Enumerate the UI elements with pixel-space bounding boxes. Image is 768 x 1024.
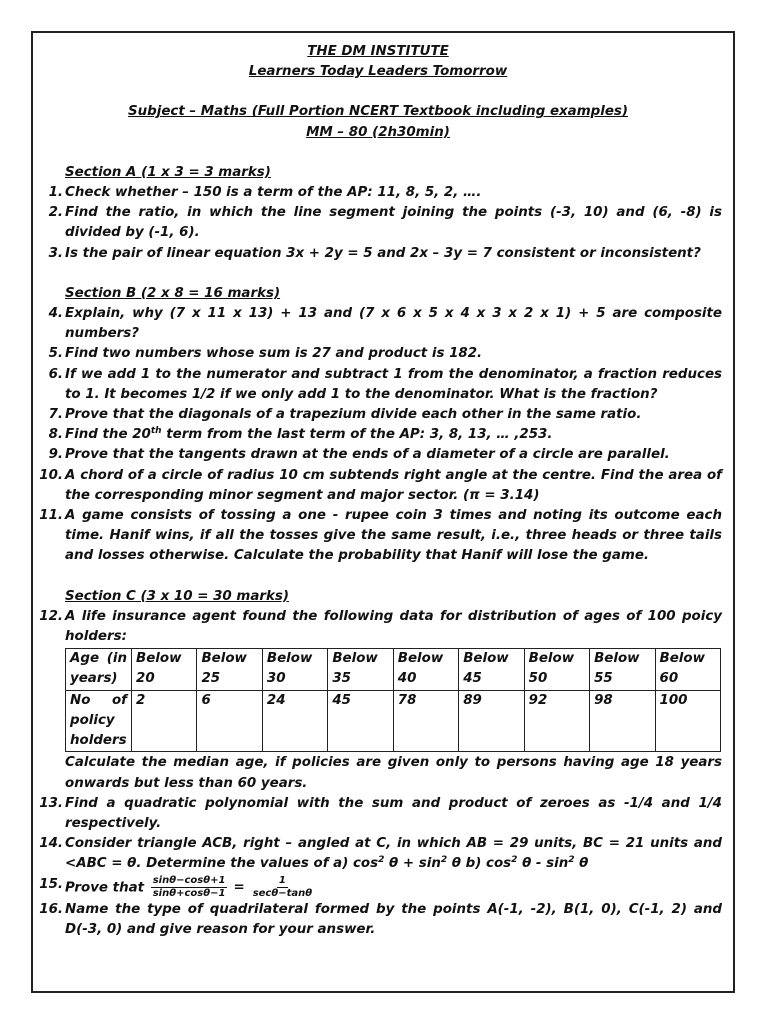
question-number: 8.	[48, 427, 63, 443]
rhs-fraction	[251, 875, 314, 900]
section-c-title: Section C (3 x 10 = 30 marks)	[65, 588, 289, 604]
question-text: A life insurance agent found the following data for distribution of ages of 100 poicy holders:	[65, 608, 722, 645]
question-continuation	[34, 753, 722, 793]
question-number: 4.	[48, 306, 63, 322]
question	[34, 425, 722, 445]
subject-line: Subject – Maths (Full Portion NCERT Textbook including examples)	[127, 104, 629, 120]
question-text: Find two numbers whose sum is 27 and product is 182.	[65, 346, 483, 362]
question-text: A chord of a circle of radius 10 cm subtends right angle at the centre. Find the area of the corresponding minor segment and major sector. (π = 3.14)	[65, 467, 722, 503]
question	[34, 304, 722, 344]
table-cell: Below 30	[262, 649, 327, 690]
question	[34, 203, 722, 243]
q14-text-c: θ b) cos	[447, 856, 512, 872]
exam-paper	[34, 42, 722, 940]
table-cell: 89	[459, 690, 524, 752]
question-number: 1.	[48, 185, 63, 201]
rhs-denominator: secθ−tanθ	[252, 887, 313, 899]
question-number: 10.	[39, 467, 63, 483]
question-number: 3.	[48, 245, 63, 261]
question-number: 7.	[48, 407, 63, 423]
question	[34, 506, 722, 567]
table-cell: Below 55	[590, 649, 655, 690]
section-a-title: Section A (1 x 3 = 3 marks)	[65, 164, 271, 180]
equals-sign: =	[233, 880, 245, 896]
question	[34, 365, 722, 405]
section-c-questions	[34, 607, 722, 940]
question-number: 9.	[48, 447, 63, 463]
question-text: Calculate the median age, if policies are given only to persons having age 18 years onwards but less than 60 years.	[65, 755, 722, 791]
question-number: 11.	[39, 508, 63, 524]
question-number: 13.	[39, 795, 63, 811]
question-number: 5.	[48, 346, 63, 362]
question-text	[65, 834, 722, 874]
question	[34, 834, 722, 874]
table-cell: 100	[655, 690, 721, 752]
max-marks: MM – 80 (2h30min)	[306, 124, 450, 140]
question	[34, 344, 722, 364]
institute-tagline: Learners Today Leaders Tomorrow	[248, 64, 508, 80]
lhs-fraction	[151, 875, 228, 900]
age-distribution-table	[65, 648, 721, 752]
q14-text-b: θ + sin	[384, 856, 441, 872]
table-cell: Below 50	[524, 649, 589, 690]
question	[34, 607, 722, 647]
section-a-questions	[34, 183, 722, 264]
question-text: A game consists of tossing a one - rupee coin 3 times and noting its outcome each time. Hanif wins, if all the tosses give the same result, i.e., three heads or three tails and losses otherwise. Calculate the probability that Hanif will lose the game.	[65, 508, 722, 564]
table-cell: 24	[262, 690, 327, 752]
q15-text: Prove that	[65, 880, 145, 896]
question	[34, 900, 722, 940]
institute-name: THE DM INSTITUTE	[307, 44, 449, 59]
question-text: Find a quadratic polynomial with the sum and product of zeroes as -1/4 and 1/4 respectively.	[65, 795, 722, 831]
q14-superscript: 2	[378, 855, 385, 866]
question-text	[65, 875, 722, 900]
table-row	[66, 649, 721, 690]
table-cell: 6	[197, 690, 262, 752]
q14-text-a: Consider triangle ACB, right – angled at C, in which AB = 29 units, BC = 21 units and <ABC = θ. Determine the values of a) cos	[65, 836, 722, 872]
table-cell: 2	[132, 690, 197, 752]
question	[34, 466, 722, 506]
question-number: 12.	[39, 608, 63, 624]
q8-text-pre: Find the 20	[65, 427, 151, 443]
table-cell: Below 35	[328, 649, 393, 690]
question-number: 16.	[39, 901, 63, 917]
table-cell: Below 25	[197, 649, 262, 690]
q14-superscript: 2	[511, 855, 518, 866]
table-header-cell: Age (in years)	[66, 649, 132, 690]
q14-superscript: 2	[568, 855, 575, 866]
question-text: Prove that the tangents drawn at the ends of a diameter of a circle are parallel.	[65, 447, 670, 463]
rhs-numerator: 1	[278, 874, 286, 886]
question-number: 15.	[39, 876, 63, 892]
question	[34, 794, 722, 834]
question	[34, 405, 722, 425]
question-number: 14.	[39, 836, 63, 852]
table-cell: Below 20	[132, 649, 197, 690]
question-text: Find the ratio, in which the line segment joining the points (-3, 10) and (6, -8) is divided by (-1, 6).	[65, 205, 722, 241]
table-row	[66, 690, 721, 752]
question	[34, 183, 722, 203]
table-cell: Below 60	[655, 649, 721, 690]
table-cell: 78	[393, 690, 458, 752]
section-b-questions	[34, 304, 722, 567]
question-text: Is the pair of linear equation 3x + 2y = 5 and 2x – 3y = 7 consistent or inconsistent?	[65, 245, 701, 261]
question	[34, 445, 722, 465]
table-cell: 92	[524, 690, 589, 752]
question-text: If we add 1 to the numerator and subtract 1 from the denominator, a fraction reduces to 1. It becomes 1/2 if we only add 1 to the denominator. What is the fraction?	[65, 366, 722, 402]
section-b-title: Section B (2 x 8 = 16 marks)	[65, 285, 281, 301]
table-cell: Below 40	[393, 649, 458, 690]
q8-text-post: term from the last term of the AP: 3, 8, 13, … ,253.	[161, 427, 553, 443]
question	[34, 244, 722, 264]
q14-superscript: 2	[440, 855, 448, 866]
lhs-denominator: sinθ+cosθ−1	[152, 887, 226, 899]
table-cell: 98	[590, 690, 655, 752]
q14-text-e: θ	[574, 856, 589, 872]
q14-text-d: θ - sin	[517, 856, 569, 872]
question-text	[65, 425, 722, 445]
question-number: 6.	[48, 366, 63, 382]
q8-superscript: th	[150, 426, 162, 437]
question	[34, 875, 722, 900]
question-number: 2.	[48, 205, 63, 221]
question-text: Prove that the diagonals of a trapezium divide each other in the same ratio.	[65, 407, 642, 423]
question-text: Explain, why (7 x 11 x 13) + 13 and (7 x 6 x 5 x 4 x 3 x 2 x 1) + 5 are composite numbers?	[65, 306, 722, 342]
table-cell: 45	[328, 690, 393, 752]
table-header-cell: No of policy holders	[66, 690, 132, 752]
question-text: Name the type of quadrilateral formed by the points A(-1, -2), B(1, 0), C(-1, 2) and D(-3, 0) and give reason for your answer.	[65, 901, 722, 937]
lhs-numerator: sinθ−cosθ+1	[152, 874, 226, 886]
question-text: Check whether – 150 is a term of the AP: 11, 8, 5, 2, ….	[65, 185, 482, 201]
table-cell: Below 45	[459, 649, 524, 690]
